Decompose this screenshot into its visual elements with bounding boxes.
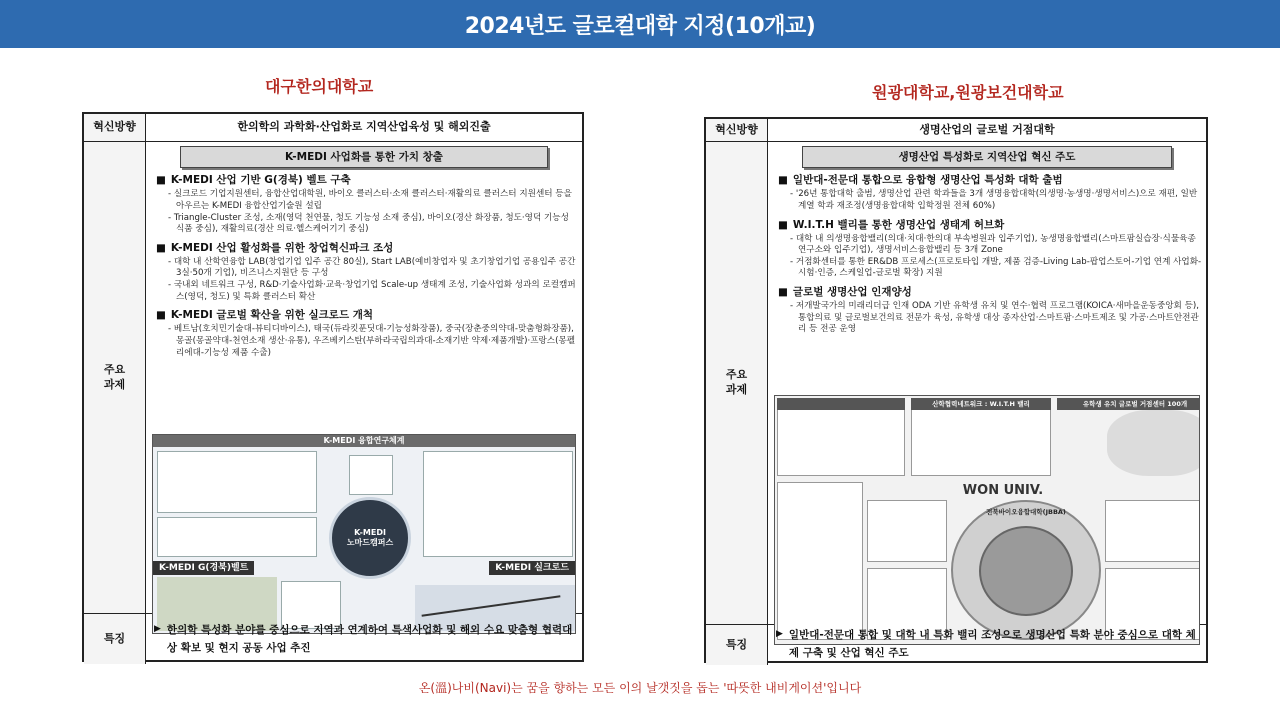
left-diagram	[152, 434, 576, 634]
left-direction: 한의학의 과학화·산업화로 지역산업육성 및 해외진출	[237, 120, 491, 134]
left-tasks-row	[84, 142, 582, 614]
right-tasks-label: 주요 과제	[706, 142, 768, 624]
left-feature-label: 특징	[84, 614, 146, 664]
right-diagram-inner-circle	[979, 526, 1073, 616]
left-diagram-belt: K-MEDI G(경북)벨트	[153, 561, 254, 575]
right-diagram-global-label: 유학생 유치 글로벌 거점센터 100개	[1057, 398, 1200, 410]
right-diagram-panel-c	[777, 482, 863, 640]
right-section-2-title: ■ W.I.T.H 밸리를 통한 생명산업 생태계 허브화	[778, 218, 1005, 231]
left-section-3-title: ■ K-MEDI 글로벌 확산을 위한 실크로드 개척	[156, 309, 374, 322]
left-section-2-item-2: - 국내외 네트워크 구성, R&D·기술사업화·교육·창업기업 Scale-up 생태계 조성, 기술사업화 성과의 로컬캠퍼스(영덕, 청도) 및 특화 클러스터 확산	[168, 280, 576, 302]
right-header-row	[706, 119, 1206, 142]
left-feature-row	[84, 614, 582, 664]
right-diagram-center-label: 전북바이오융합대학(JBBA)	[986, 508, 1066, 516]
left-section-1-title: ■ K-MEDI 산업 기반 G(경북) 벨트 구축	[156, 174, 351, 187]
left-diagram-silkroad: K-MEDI 실크로드	[489, 561, 575, 575]
left-diagram-panel-a	[157, 451, 317, 513]
left-diagram-panel-d	[349, 455, 393, 495]
right-section-3-title: ■ 글로벌 생명산업 인재양성	[778, 286, 912, 299]
title-banner	[0, 0, 1280, 48]
right-feature: ▶ 일반대-전문대 통합 및 대학 내 특화 밸리 조성으로 생명산업 특화 분야 중심으로 대학 체제 구축 및 산업 혁신 주도	[776, 629, 1196, 659]
right-section-1-item-1: - '26년 통합대학 출범, 생명산업 관련 학과들을 3개 생명융합대학(의생명·농생명·생명서비스)으로 재편, 일반계열 학과 재조정(생명융합대학 입학정원 전체 60%)	[790, 189, 1198, 211]
right-tasks-row	[706, 142, 1206, 625]
left-section-3-item-1: - 베트남(호치민기술대-뷰티디바이스), 태국(듀라킷푼딧대-기능성화장품), 중국(장춘중의약대-맞춤형화장품), 몽골(몽골약대-천연소재 생산·유통), 우즈베키스탄(부하라국립의과대-소재기반 약제·제품개발)·프랑스(몽펠리에대-기능성 제품 수출)	[168, 324, 576, 358]
right-diagram-header-a	[777, 398, 905, 410]
right-section-1-title: ■ 일반대-전문대 통합으로 융합형 생명산업 특성화 대학 출범	[778, 174, 1063, 187]
left-tasks-label: 주요 과제	[84, 142, 146, 613]
left-section-1-item-1: - 실크로드 기업지원센터, 융합산업대학원, 바이오 클러스터·소재 클러스터·재활의료 클러스터 지원센터 등을 아우르는 K-MEDI 융합산업기술원 설립	[168, 189, 572, 211]
left-diagram-panel-c	[423, 451, 573, 557]
right-feature-label: 특징	[706, 625, 768, 665]
right-direction: 생명산업의 글로벌 거점대학	[919, 122, 1055, 136]
left-section-1-item-2: - Triangle-Cluster 조성, 소재(영덕 천연물, 청도 기능성 소재 중심), 바이오(경산 화장품, 청도·영덕 기능성 식품 중심), 재활의료(경산 의료·헬스케어기기 중심)	[168, 212, 569, 235]
page-title: 2024년도 글로컬대학 지정(10개교)	[464, 13, 816, 39]
right-subject-box: 생명산업 특성화로 지역산업 혁신 주도	[802, 146, 1172, 168]
triangle-bullet-icon: ▶	[776, 629, 783, 639]
left-feature: ▶ 한의학 특성화 분야를 중심으로 지역과 연계하여 특색사업화 및 해외 수요 맞춤형 협력대상 확보 및 현지 공동 사업 추진	[154, 624, 573, 654]
right-diagram-won-label: WON UNIV.	[962, 483, 1044, 498]
right-diagram-panel-d	[867, 500, 947, 562]
left-header-label: 혁신방향	[84, 114, 146, 141]
right-university-name: 원광대학교,원광보건대학교	[872, 83, 1064, 102]
left-diagram-panel-b	[157, 517, 317, 557]
left-document	[82, 112, 584, 662]
right-feature-row	[706, 625, 1206, 665]
left-subject-box: K-MEDI 사업화를 통한 가치 창출	[180, 146, 548, 168]
right-section-3-item-1: - 저개발국가의 미래리더급 인재 ODA 기반 유학생 유치 및 연수·협력 프로그램(KOICA·새마을운동중앙회 등), 통합의료 및 글로벌보건의료 전문가 육성, 유학생 대상 종자산업·스마트팜·스마트제조 및 가공·스마트안전관리 등 전공 운영	[790, 301, 1199, 335]
right-diagram-panel-f	[1105, 500, 1200, 562]
triangle-bullet-icon: ▶	[154, 624, 161, 634]
right-section-2-item-1: - 대학 내 의생명융합밸리(의대·치대·한의대 부속병원과 입주기업), 농생명융합밸리(스마트팜실습장·식물육종연구소와 입주기업), 생명서비스융합밸리 등 3개 Zone	[790, 233, 1196, 256]
right-section-2-item-2: - 거점화센터를 통한 ER&DB 프로세스(프로토타입 개발, 제품 검증-Living Lab-팝업스토어-기업 연계 사업화-시험·인증, 스케일업-글로벌 확장) 지원	[790, 256, 1202, 279]
left-section-2-title: ■ K-MEDI 산업 활성화를 위한 창업혁신파크 조성	[156, 241, 394, 254]
left-university-name: 대구한의대학교	[265, 77, 374, 96]
right-document	[704, 117, 1208, 663]
right-diagram-with-label: 산학협력네트워크 : W.I.T.H 밸리	[911, 398, 1051, 410]
left-diagram-hub: K-MEDI 노마드캠퍼스	[329, 497, 411, 579]
left-diagram-title: K-MEDI 융합연구체계	[153, 435, 575, 447]
left-header-row	[84, 114, 582, 142]
right-diagram-world-map	[1107, 410, 1200, 476]
left-section-2-item-1: - 대학 내 산학연융합 LAB(창업기업 입주 공간 80실), Start LAB(예비창업자 및 초기창업기업 공용입주 공간 3실·50개 기업), 비즈니스지원단 등 구성	[168, 256, 576, 279]
right-header-label: 혁신방향	[706, 119, 768, 141]
footer-slogan: 온(溫)나비(Navi)는 꿈을 향하는 모든 이의 날갯짓을 돕는 '따뜻한 내비게이션'입니다	[418, 681, 862, 695]
right-diagram	[774, 395, 1200, 645]
